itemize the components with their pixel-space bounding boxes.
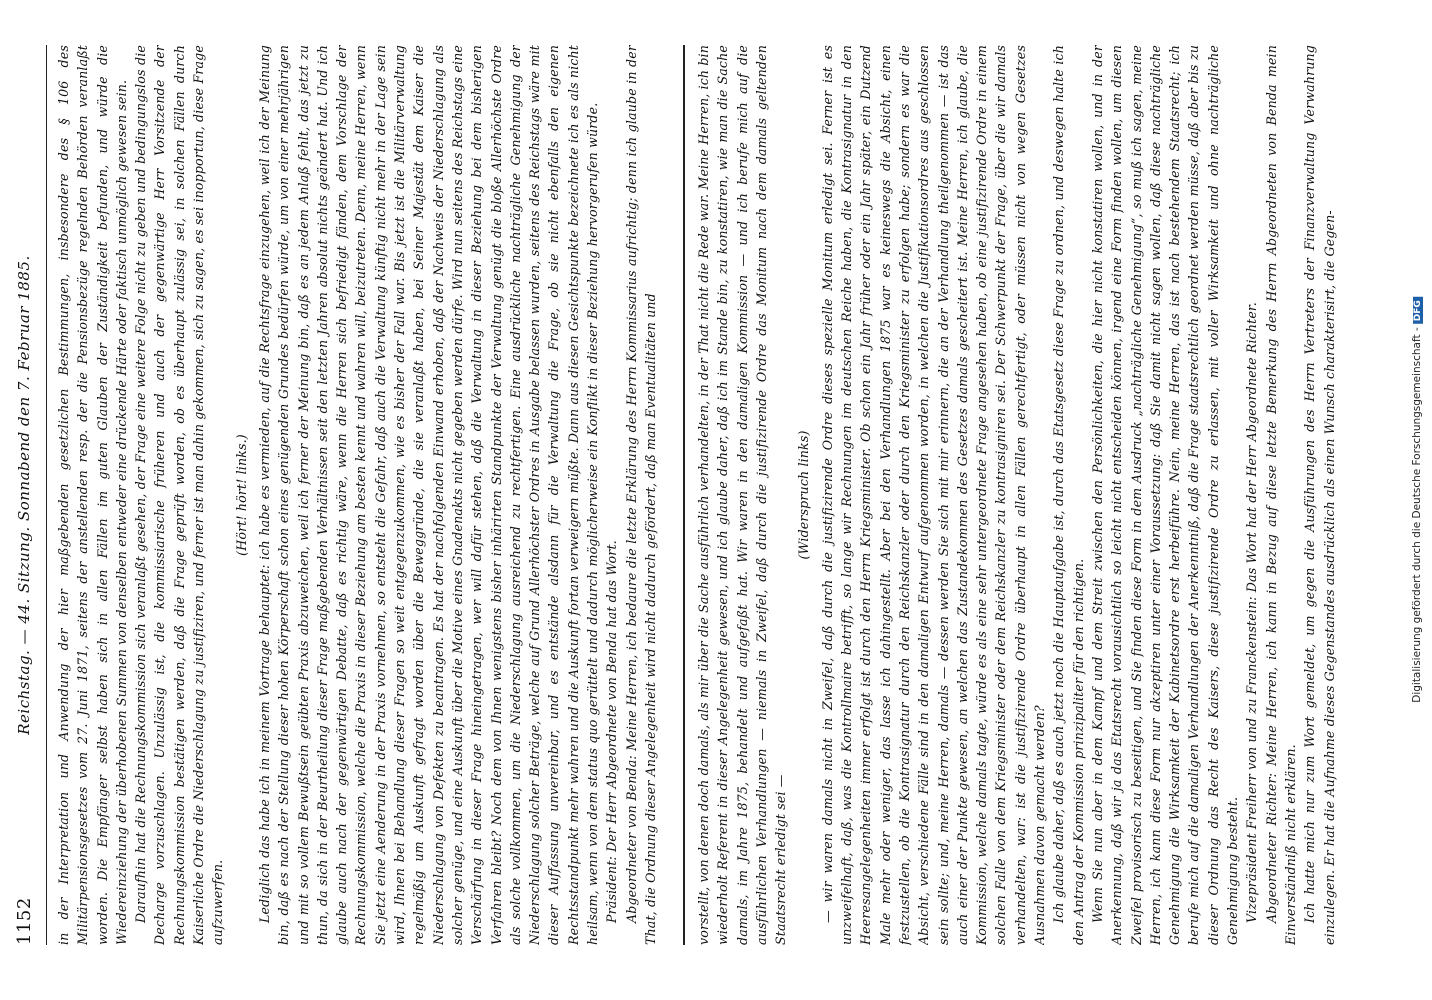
column-divider xyxy=(683,45,685,945)
speaker-paragraph: Abgeordneter Richter: Meine Herren, ich kann in Bezug auf diese letzte Bemerkung des Herrn Abgeordneten von Benda mein Einverständniß nicht erklären. xyxy=(1263,45,1298,945)
header-rule xyxy=(46,45,47,945)
text-column-left xyxy=(54,45,676,945)
page-number: 1152 xyxy=(14,897,35,945)
paragraph: Daraufhin hat die Rechnungskommission sich veranlaßt gesehen, der Frage eine weitere Folge nicht zu geben und bedingungslos die Decharge vorzuschlagen. Unzulässig ist, die kommissiarische früheren und auch der gegenwärtige Herr Vorsitzende der Rechnungskommission bestätigen werden, daß die Frage geprüft worden, ob es überhaupt zulässig sei, in solchen Fällen durch Kaiserliche Ordre die Niederschlagung zu justifiziren, und ferner ist man dahin gekommen, sich zu sagen, es sei inopportun, diese Frage aufzuwerfen. xyxy=(133,45,226,945)
paragraph: Lediglich das habe ich in meinem Vortrage behauptet: ich habe es vermieden, auf die Rechtsfrage einzugehen, weil ich der Meinung bin, daß es nach der Stellung dieser hohen Körperschaft schon eines genügenden Grundes bedürfen würde, um von einer mehrjährigen und mit so vollem Bewußtsein geübten Praxis abzuweichen, weil ich ferner der Meinung bin, daß es an jedem Anlaß fehlt, das jetzt zu thun, da sich in der Beurtheilung dieser Frage maßgebenden Verhältnissen seit den letzten Jahren absolut nichts geändert hat. Und ich glaube auch nach der gegenwärtigen Debatte, daß es richtig wäre, wenn die Herren sich befriedigt fänden, dem Vorschlage der Rechnungskommission, welche die Praxis in dieser Beziehung am besten kennt und wahren will, beizutreten. Denn, meine Herren, wenn Sie jetzt eine Aenderung in der Praxis vornehmen, so entsteht die Gefahr, daß auch die Verwaltung künftig nicht mehr in der Lage sein wird, Ihnen bei Behandlung dieser Fragen so weit entgegenzukommen, wie es bisher der Fall war. Bis jetzt ist die Militärverwaltung regelmäßig um Auskunft gefragt worden über die Beweggründe, die sie veranlaßt haben, bei Seiner Majestät dem Kaiser die Niederschlagung von Defekten zu beantragen. Es hat der nachfolgenden Einwand erhoben, daß der Nachweis der Niederschlagung als solcher genüge, und eine Auskunft über die Motive eines Gnadenakts nicht gegeben werden dürfe. Wird nun seitens des Reichstags eine Verschärfung in dieser Frage hineingetragen, wer will dafür stehen, daß die Verwaltung in dieser Beziehung bei dem bisherigen Verfahren bleibt? Noch dem von Ihnen wenigstens bisher inhärirten Standpunkte der Verwaltung genügt die bloße Allerhöchste Ordre als solche vollkommen, um die Niederschlagung ausreichend zu rechtfertigen. Eine ausdrückliche nachträgliche Genehmigung der Niederschlagung solcher Beträge, welche auf Grund Allerhöchster Ordres in Ausgabe belassen wurden, seitens des Reichstags wäre mit dieser Auffassung unvereinbar, und es entstände alsdann für die Verwaltung die Frage, ob sie nicht ebenfalls den eigenen Rechtsstandpunkt mehr wahren und die Auskunft fortan verweigern müßte. Dann aus diesen Gesichtspunkte bezeichnete ich es als nicht heilsam, wenn von dem status quo gerüttelt und dadurch möglicherweise ein Konflikt in dieser Beziehung hervorgerufen würde. xyxy=(256,45,601,945)
attribution-text xyxy=(1411,297,1423,703)
paragraph: Ich glaube daher, daß es auch jetzt noch die Hauptaufgabe ist, durch das Etatsgesetz diese Frage zu ordnen, und deswegen halte ich den Antrag der Kommission prinzipaliter für den richtigen. xyxy=(1051,45,1086,945)
interjection: (Hört! hört! links.) xyxy=(233,434,249,556)
interjection: (Widerspruch links) xyxy=(796,430,812,560)
digitization-attribution xyxy=(1406,6,1428,994)
paragraph: Ich hatte mich nur zum Wort gemeldet, um gegen die Ausführungen des Herrn Vertreters der Finanzverwaltung Verwahrung einzulegen. Er hat die Aufnahme dieses Gegenstandes ausdrücklich als einen Wunsch charakterisirt, die Gegen- xyxy=(1302,45,1337,945)
paragraph: — wir waren damals nicht in Zweifel, daß durch die justifizirende Ordre dieses spezielle Monitum erledigt sei. Ferner ist es unzweifelhaft, daß, was die Kontrollmaire betrifft, so lange wir Rechnungen im deutschen Reiche haben, die Kontrasignatur in den Heeresangelegenheiten immer erfolgt ist durch den Herrn Kriegsminister. Ob schon ein Jahr früher oder ein Jahr später, ein Dutzend Male mehr oder weniger, das lasse ich dahingestellt. Aber bei den Verhandlungen 1875 war es keineswegs die Absicht, einen festzustellen, ob die Kontrasignatur durch den Reichskanzler oder durch den Kriegsminister zu erfolgen habe; sondern es war die Absicht, verschiedene Fälle sind in den damaligen Entwurf aufgenommen worden, in welchen die Justifikationsordres aus geschlossen sein sollte; und, meine Herren, damals — dessen werden Sie sich mit mir erinnern, die an der Verhandlung theilgenommen — ist das auch einer der Punkte gewesen, an welchen das Zustandekommen des Gesetzes damals gescheitert ist. Meine Herren, ich glaube, die Kommission, welche damals tagte, würde es als eine sehr untergeordnete Frage angesehen haben, ob eine justifizirende Ordre in einem solchen Falle von dem Kriegsminister oder dem Reichskanzler zu kontrasigniren sei. Der Schwerpunkt der Frage, über die wir damals verhandelten, war: ist die justifizirende Ordre überhaupt in allen Fällen gerechtfertigt, oder müssen nicht von wegen Gesetzes Ausnahmen davon gemacht werden? xyxy=(819,45,1048,945)
running-head xyxy=(14,45,40,945)
attribution-label: Digitalisierung gefördert durch die Deutsche Forschungsgemeinschaft - xyxy=(1411,327,1423,703)
paragraph: in der Interpretation und Anwendung der hier maßgebenden gesetzlichen Bestimmungen, insbesondere des § 106 des Militärpensionsgesetzes vom 27. Juni 1871, seitens der anstellenden resp. der die Pensionsbezüge regelnden Behörden veranlaßt worden. Die Empfänger selbst haben sich in allen Fällen im guten Glauben der Zuständigkeit befunden, und würde die Wiedereinziehung der überhobenen Summen von denselben entweder eine drückende Härte oder faktisch unmöglich gewesen sein. xyxy=(56,45,129,945)
paragraph: Wenn Sie nun aber in dem Kampf und dem Streit zwischen den Persönlichkeiten, die hier nicht konstatiren wollen, und in der Anerkennung, daß wir ja das Etatsrecht vorausichtlich so leicht nicht entscheiden können, irgend eine Form finden wollen, um diesen Zweifel provisorisch zu beseitigen, und Sie finden diese Form in dem Ausdruck „nachträgliche Genehmigung“, so muß ich sagen, meine Herren, ich kann diese Form nur akzeptiren unter einer Voraussetzung: daß Sie damit nicht sagen wollen, daß diese nachträgliche Genehmigung die Wirksamkeit der Kabinetsordre erst herbeiführe. Nein, meine Herren, das ist nach bestehendem Staatsrecht; ich berufe mich auf die damaligen Verhandlungen der Anerkenntniß, daß die Frage staatsrechtlich geordnet werden müsse, daß aber bis zu dieser Ordnung das Recht des Kaisers, diese justifizirende Ordre zu erlassen, mit voller Wirksamkeit und ohne nachträgliche Genehmigung besteht. xyxy=(1089,45,1241,945)
page-header-title: Reichstag. — 44. Sitzung. Sonnabend den 7. Februar 1885. xyxy=(15,255,33,735)
speaker-paragraph: Vizepräsident Freiherr von und zu Franckenstein: Das Wort hat der Herr Abgeordnete Richter. xyxy=(1244,302,1260,923)
text-column-right xyxy=(694,45,1384,945)
paragraph: vorstellt, von denen doch damals, als mir über die Sache ausführlich verhandelten, in der That nicht die Rede war. Meine Herren, ich bin wiederholt Referent in dieser Angelegenheit gewesen, und ich glaube daher, daß ich im Stande bin, zu konstatiren, wie man die Sache damals, im Jahre 1875, behandelt und aufgefaßt hat. Wir waren in den damaligen Kommission — und ich berufe mich auf die ausführlichen Verhandlungen — niemals in Zweifel, daß durch die justifizirende Ordre das Monitum nach dem damals geltenden Staatsrecht erledigt sei — xyxy=(696,45,789,945)
dfg-logo: DFG xyxy=(1413,297,1423,324)
speaker-paragraph: Abgeordneter von Benda: Meine Herren, ich bedaure die letzte Erklärung des Herrn Kommissarius aufrichtig; denn ich glaube in der That, die Ordnung dieser Angelegenheit wird nicht dadurch gefördert, daß man Eventualitäten und xyxy=(623,45,658,945)
speaker-paragraph: Präsident: Der Herr Abgeordnete von Benda hat das Wort. xyxy=(604,540,620,923)
